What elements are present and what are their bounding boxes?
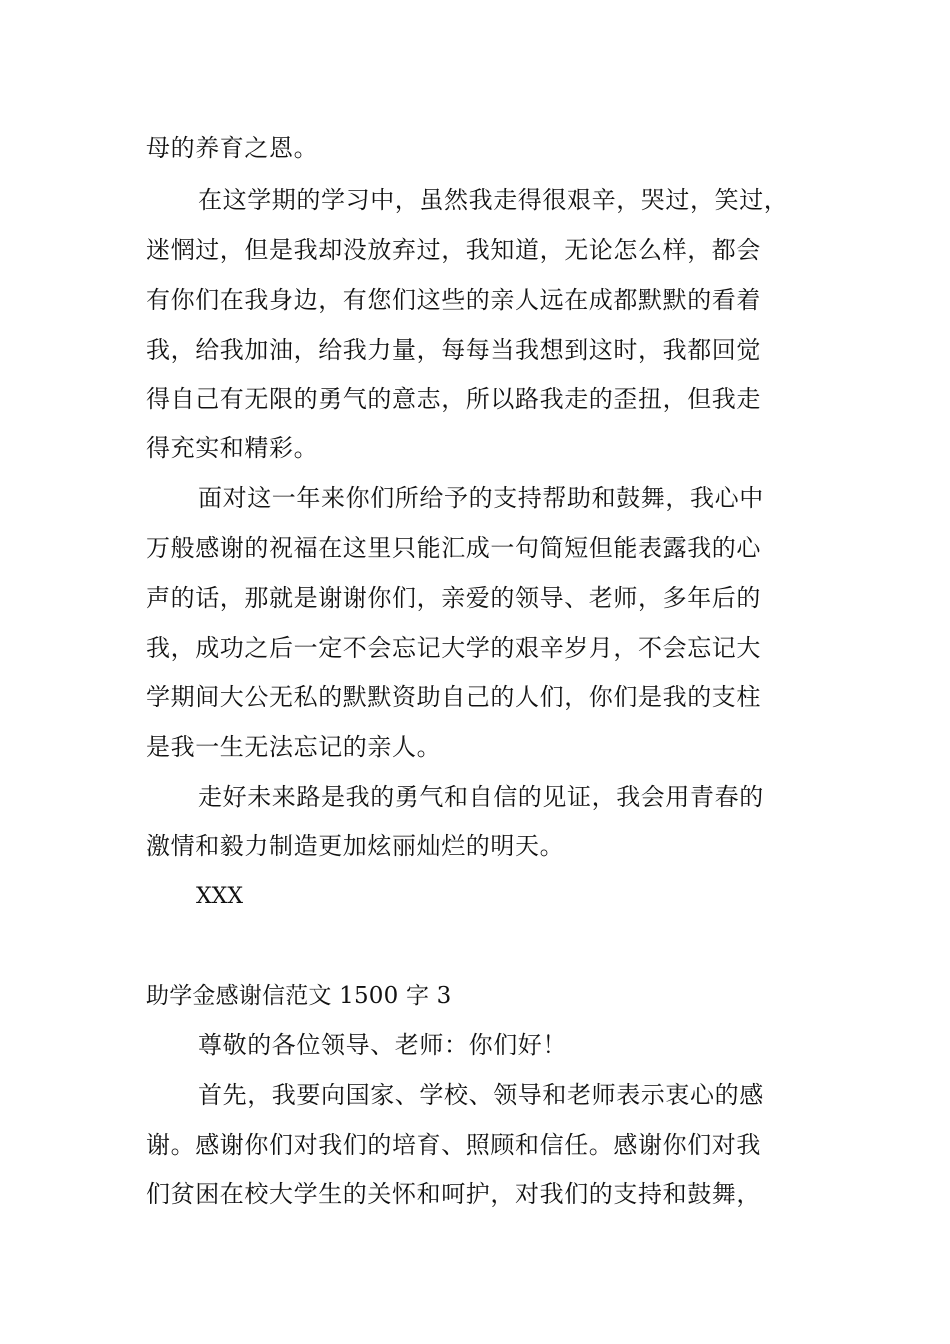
paragraph-line: 有你们在我身边，有您们这些的亲人远在成都默默的看着 (146, 286, 761, 314)
paragraph-line: 万般感谢的祝福在这里只能汇成一句简短但能表露我的心 (146, 534, 761, 562)
paragraph-line: 在这学期的学习中，虽然我走得很艰辛，哭过，笑过， (198, 186, 789, 214)
paragraph-line: 我，给我加油，给我力量，每每当我想到这时，我都回觉 (146, 336, 761, 364)
paragraph-line: 声的话，那就是谢谢你们，亲爱的领导、老师，多年后的 (146, 584, 761, 612)
paragraph-line: 走好未来路是我的勇气和自信的见证，我会用青春的 (198, 783, 764, 811)
paragraph-line: 得自己有无限的勇气的意志，所以路我走的歪扭，但我走 (146, 385, 761, 413)
paragraph-line: 首先，我要向国家、学校、领导和老师表示衷心的感 (198, 1081, 764, 1109)
salutation: 尊敬的各位领导、老师：你们好！ (198, 1031, 567, 1059)
paragraph-line: 得充实和精彩。 (146, 434, 319, 462)
signature: XXX (196, 884, 243, 909)
paragraph-line: 是我一生无法忘记的亲人。 (146, 733, 442, 761)
paragraph-line: 面对这一年来你们所给予的支持帮助和鼓舞，我心中 (198, 484, 764, 512)
paragraph-line: 母的养育之恩。 (146, 134, 319, 162)
section-heading: 助学金感谢信范文 1500 字 3 (146, 983, 452, 1009)
paragraph-line: 谢。感谢你们对我们的培育、照顾和信任。感谢你们对我 (146, 1131, 761, 1159)
paragraph-line: 激情和毅力制造更加炫丽灿烂的明天。 (146, 832, 565, 860)
paragraph-line: 学期间大公无私的默默资助自己的人们，你们是我的支柱 (146, 683, 761, 711)
paragraph-line: 我，成功之后一定不会忘记大学的艰辛岁月，不会忘记大 (146, 634, 761, 662)
paragraph-line: 们贫困在校大学生的关怀和呵护，对我们的支持和鼓舞， (146, 1180, 761, 1208)
paragraph-line: 迷惘过，但是我却没放弃过，我知道，无论怎么样，都会 (146, 236, 761, 264)
